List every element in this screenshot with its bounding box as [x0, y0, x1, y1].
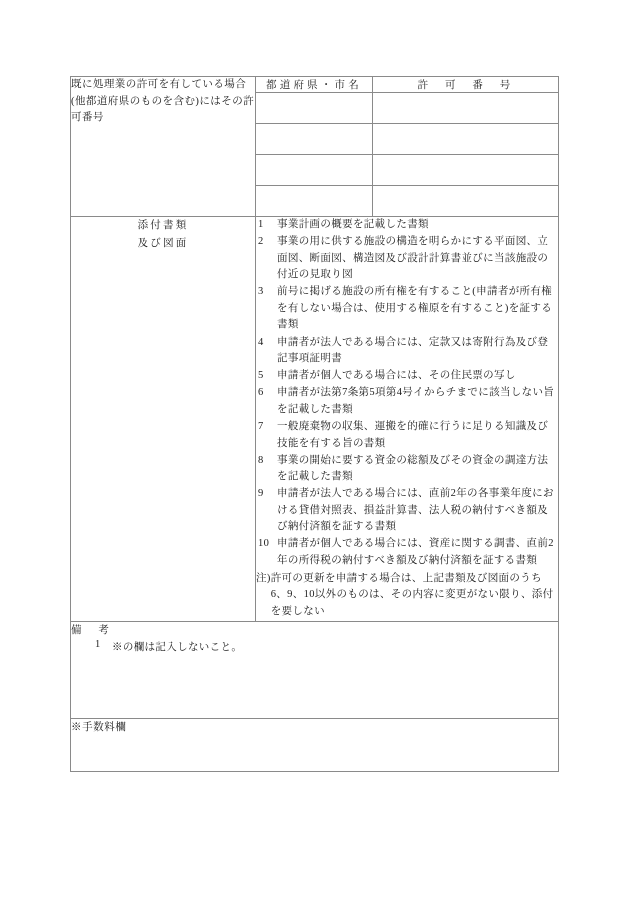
- list-item-text: 前号に掲げる施設の所有権を有すること(申請者が所有権を有しない場合は、使用する権原を有すること)を証する書類: [277, 286, 553, 331]
- list-item-number: 6: [258, 387, 264, 399]
- list-item-number: 8: [258, 454, 264, 466]
- permit-entry-prefecture-city-1[interactable]: [256, 93, 373, 124]
- remarks-list-item: [71, 639, 558, 654]
- attachments-row: [71, 217, 559, 622]
- list-item-text: 申請者が個人である場合には、その住民票の写し: [277, 370, 516, 382]
- attachments-section-label: [71, 217, 256, 622]
- remarks-title: 備 考: [71, 624, 113, 636]
- attachments-label-line-2: 及び図面: [137, 237, 189, 249]
- list-item-text: 申請者が法第7条第5項第4号イからチまでに該当しない旨を記載した書類: [277, 387, 555, 415]
- list-item-number: 2: [258, 236, 264, 248]
- list-item: [256, 368, 558, 385]
- list-item-number: 3: [258, 286, 264, 298]
- column-header-prefecture-city: 都道府県・市名: [256, 77, 373, 93]
- list-item-text: 一般廃棄物の収集、運搬を的確に行うに足りる知識及び技能を有する旨の書類: [277, 420, 549, 449]
- list-item: [256, 385, 558, 418]
- remarks-section: [71, 621, 559, 718]
- permit-entry-prefecture-city-4[interactable]: [256, 186, 373, 217]
- column-header-permit-number: 許 可 番 号: [373, 77, 559, 93]
- list-item-number: 4: [258, 336, 264, 348]
- list-item-text: 申請者が法人である場合には、定款又は寄附行為及び登記事項証明書: [277, 336, 549, 365]
- list-item: [256, 536, 558, 569]
- permit-entry-number-3[interactable]: [373, 155, 559, 186]
- attachments-list: [256, 217, 558, 570]
- attachments-list-cell: [256, 217, 559, 622]
- permit-application-form-table: [70, 76, 559, 772]
- permit-entry-number-1[interactable]: [373, 93, 559, 124]
- list-item: [256, 486, 558, 536]
- list-item-text: 事業計画の概要を記載した書類: [277, 219, 429, 230]
- list-item-text: 事業の開始に要する資金の総額及びその資金の調達方法を記載した書類: [277, 454, 549, 483]
- fee-section-title: ※手数料欄: [71, 721, 127, 733]
- list-item: [256, 234, 558, 284]
- remarks-row: [71, 621, 559, 718]
- permit-entry-number-4[interactable]: [373, 186, 559, 217]
- permit-header-row: [71, 77, 559, 93]
- list-item: [256, 335, 558, 368]
- remarks-item-number: 1: [95, 638, 101, 650]
- list-item: [256, 284, 558, 334]
- list-item: [256, 419, 558, 452]
- list-item-number: 1: [258, 219, 264, 230]
- permit-entry-prefecture-city-2[interactable]: [256, 124, 373, 155]
- list-item-number: 10: [258, 538, 270, 550]
- attachments-note: [256, 571, 558, 621]
- fee-section[interactable]: [71, 718, 559, 771]
- attachments-note-mark: 注): [256, 572, 271, 584]
- list-item-number: 7: [258, 420, 264, 432]
- list-item: [256, 453, 558, 486]
- list-item-text: 事業の用に供する施設の構造を明らかにする平面図、立面図、断面図、構造図及び設計計算書並びに当該施設の付近の見取り図: [277, 236, 549, 281]
- permit-entry-number-2[interactable]: [373, 124, 559, 155]
- attachments-label-line-1: 添付書類: [137, 220, 189, 231]
- list-item-number: 9: [258, 488, 264, 500]
- permit-entry-prefecture-city-3[interactable]: [256, 155, 373, 186]
- list-item: [256, 217, 558, 234]
- list-item-text: 申請者が法人である場合には、直前2年の各事業年度における貸借対照表、損益計算書、法人税の納付すべき額及び納付済額を証する書類: [277, 488, 554, 533]
- fee-row: [71, 718, 559, 771]
- permit-section-label: 既に処理業の許可を有している場合(他都道府県のものを含む)にはその許可番号: [71, 77, 256, 217]
- list-item-number: 5: [258, 370, 264, 382]
- list-item-text: 申請者が個人である場合には、資産に関する調書、直前2年の所得税の納付すべき額及び納付済額を証する書類: [277, 538, 554, 567]
- remarks-item-text: ※の欄は記入しないこと。: [112, 641, 243, 653]
- attachments-note-text: 許可の更新を申請する場合は、上記書類及び図面のうち6、9、10以外のものは、その内容に変更がない限り、添付を要しない: [270, 572, 554, 617]
